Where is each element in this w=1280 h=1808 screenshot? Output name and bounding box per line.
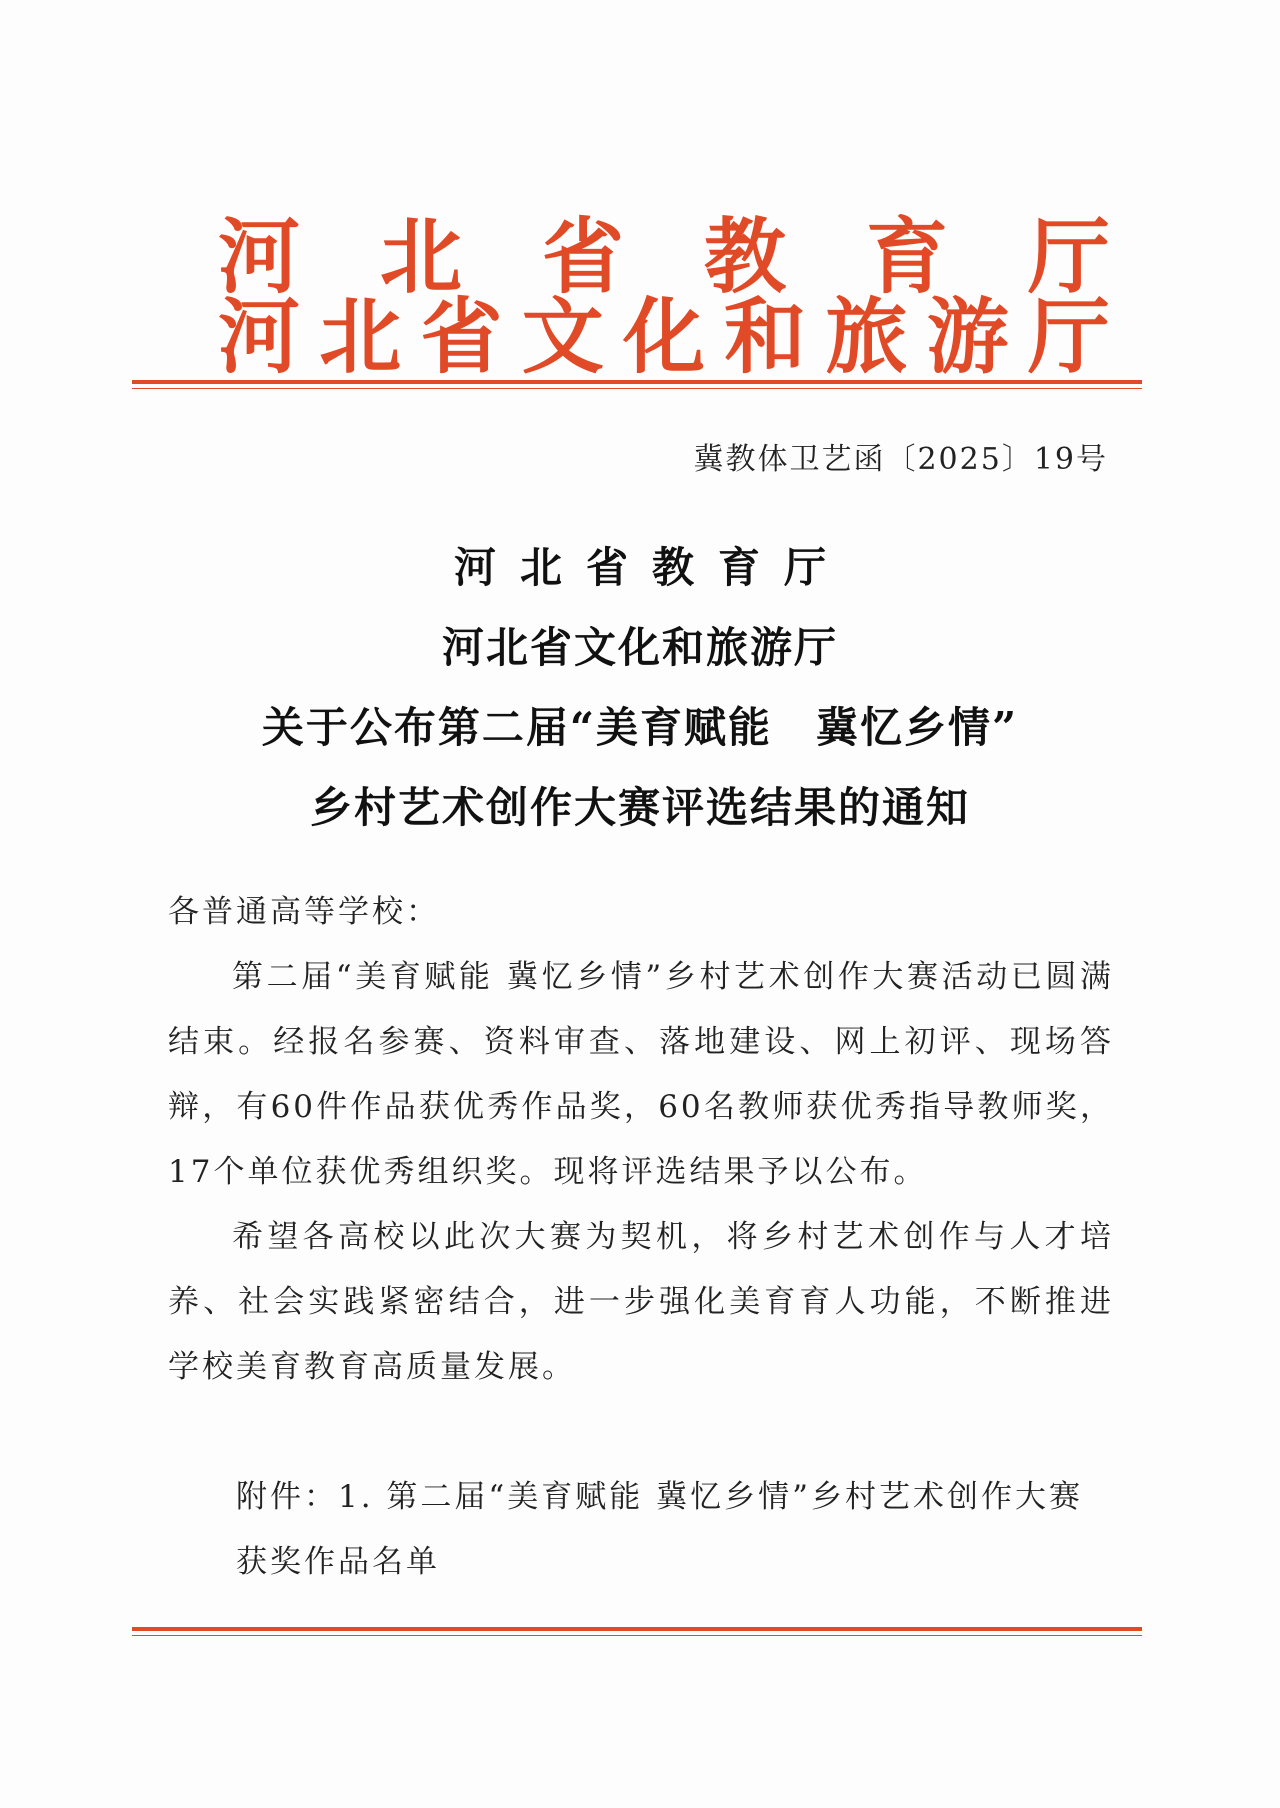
letterhead-divider (132, 380, 1142, 384)
salutation: 各普通高等学校： (168, 894, 440, 930)
document-number: 冀教体卫艺函〔2025〕19号 (693, 442, 1108, 477)
letterhead-char: 厅 (1027, 209, 1110, 305)
letterhead-char: 和 (724, 289, 807, 385)
letterhead-char: 化 (622, 289, 705, 385)
attachment-label: 附件： (236, 1479, 338, 1515)
letterhead-char: 河 (218, 209, 301, 305)
letterhead-char: 游 (926, 289, 1009, 385)
letterhead-char: 旅 (825, 289, 908, 385)
letterhead-char: 北 (319, 289, 402, 385)
letterhead-char: 河 (218, 289, 301, 385)
title-issuer-2: 河北省文化和旅游厅 (441, 623, 838, 672)
footer-divider (132, 1627, 1142, 1631)
letterhead-char: 省 (420, 289, 503, 385)
letterhead-char: 省 (541, 209, 624, 305)
footer-divider-thin (132, 1635, 1142, 1636)
body-paragraph-1: 第二届“美育赋能 冀忆乡情”乡村艺术创作大赛活动已圆满结束。经报名参赛、资料审查、落地建设、网上初评、现场答辩，有60件作品获优秀作品奖，60名教师获优秀指导教师奖，17个单位获优秀组织奖。现将评选结果予以公布。 (168, 959, 1114, 1190)
letterhead-char: 北 (379, 209, 462, 305)
attachment-item-1: 1. 第二届“美育赋能 冀忆乡情”乡村艺术创作大赛获奖作品名单 (236, 1479, 1083, 1580)
letterhead-line-2 (40, 289, 1240, 385)
attachment-note (236, 1465, 1116, 1595)
title-subject-1: 关于公布第二届“美育赋能 冀忆乡情” (261, 703, 1019, 752)
letterhead-char: 教 (703, 209, 786, 305)
title-subject-2: 乡村艺术创作大赛评选结果的通知 (309, 783, 970, 832)
letterhead-char: 文 (521, 289, 604, 385)
letterhead-char: 厅 (1027, 289, 1110, 385)
body-paragraph-2: 希望各高校以此次大赛为契机，将乡村艺术创作与人才培养、社会实践紧密结合，进一步强化美育育人功能，不断推进学校美育教育高质量发展。 (168, 1219, 1114, 1385)
letterhead-divider-thin (132, 388, 1142, 389)
letterhead-char: 育 (865, 209, 948, 305)
title-issuer-1: 河北省教育厅 (453, 543, 850, 592)
